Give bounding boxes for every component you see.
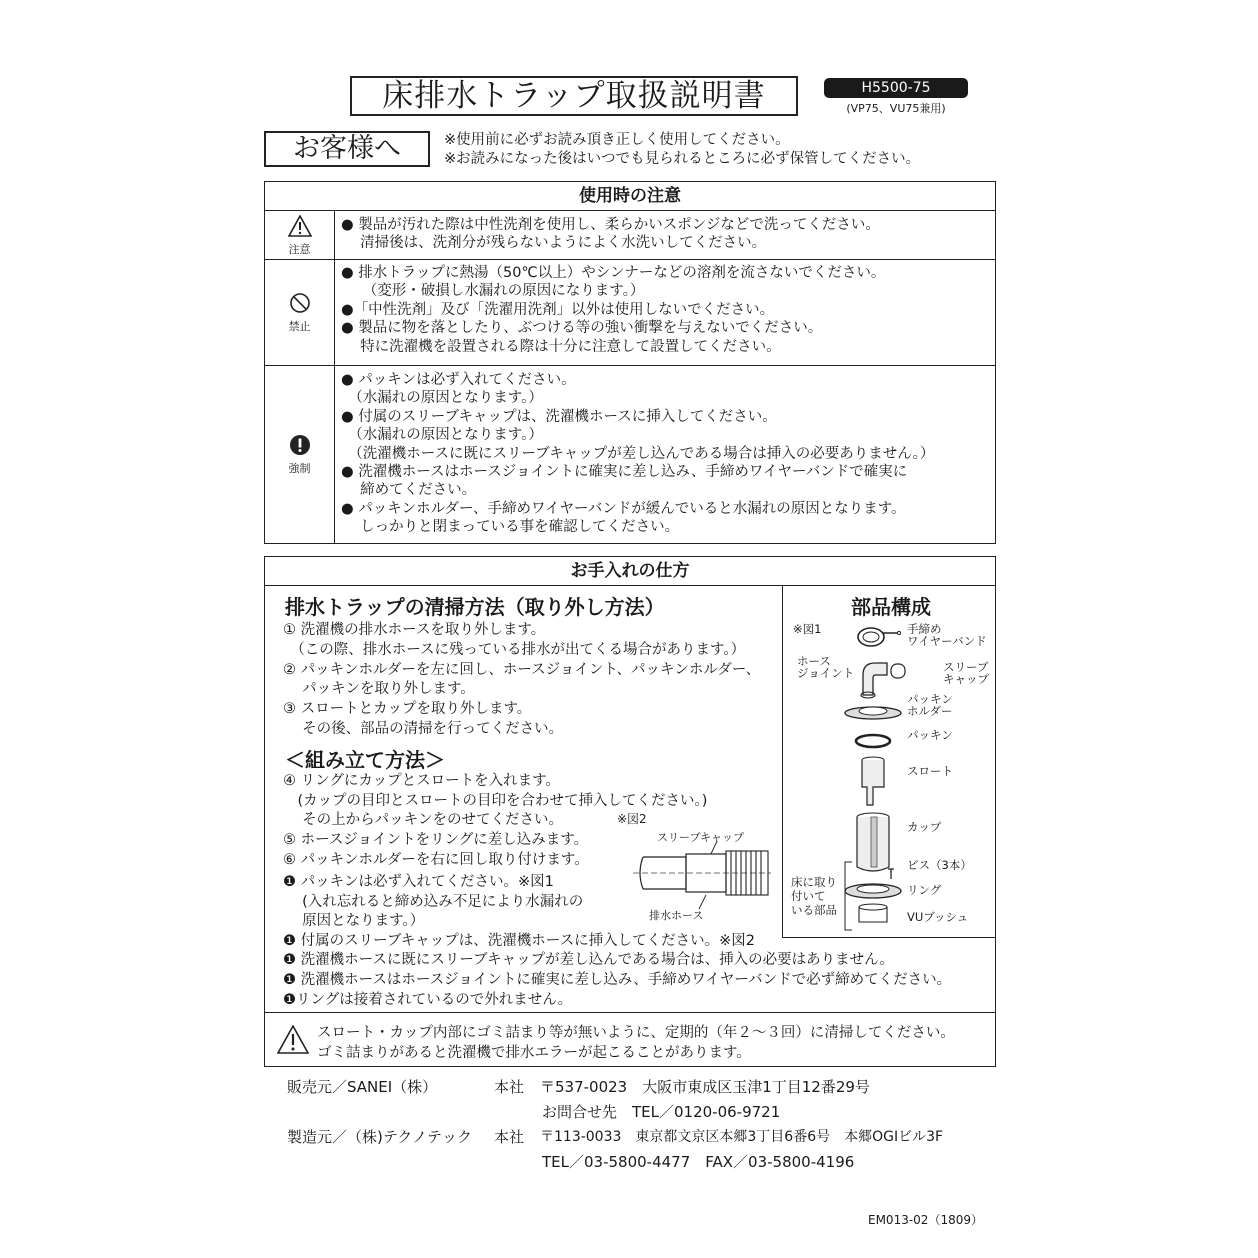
removal-step: （この際、排水ホースに残っている排水が出てくる場合があります。） [283,642,746,658]
warning-triangle-icon [277,1025,309,1054]
seller-hq-label: 本社 [494,1078,525,1096]
warning-line: スロート・カップ内部にゴミ詰まり等が無いように、定期的（年２～３回）に清掃してください。 [317,1025,955,1041]
notice-line: ※お読みになった後はいつでも見られるところに必ず保管してください。 [444,151,921,167]
document-title: 床排水トラップ取扱説明書 [350,76,798,116]
document-code: EM013-02（1809） [868,1213,983,1227]
caution-heading: 使用時の注意 [265,182,995,211]
fig2-ref: ※図2 [617,812,647,826]
fixed-parts-bracket [843,861,853,931]
icon-label: 禁止 [288,320,311,333]
customer-heading: お客様へ [264,131,430,167]
parts-panel [782,585,996,938]
icon-cell [265,211,335,259]
cup-label: カップ [907,820,942,834]
removal-step: その後、部品の清掃を行ってください。 [283,721,564,737]
drain-hose-label: 排水ホース [649,909,704,922]
assembly-step: ④ リングにカップとスロートを入れます。 [283,773,561,789]
vu-bush-label: VUブッシュ [907,910,969,924]
maker-address: 〒113-0033 東京都文京区本郷3丁目6番6号 本郷OGIビル3F [540,1129,944,1145]
maker-hq-label: 本社 [494,1128,525,1146]
fig1-ref: ※図1 [793,622,822,636]
maker-contact: TEL／03-5800-4477 FAX／03-5800-4196 [542,1153,855,1171]
assembly-step: (カップの目印とスロートの目印を合わせて挿入してください。) [283,793,708,809]
caution-text: ● 排水トラップに熱湯（50℃以上）やシンナーなどの溶剤を流さないでください。 （変形・破損し水漏れの原因になります。） ●「中性洗剤」及び「洗濯用洗剤」以外は使用しないでください。 ● 製品に物を落としたり、ぶつける等の強い衝撃を与えないでください。 特に洗濯機を設置される際は十分に注意して設置してください。 [341,265,886,355]
note-line: ❶ 洗濯機ホースに既にスリーブキャップが差し込んである場合は、挿入の必要はありません。 [283,952,894,968]
warning-triangle-icon [288,215,312,237]
ring-label: リング [907,883,942,897]
caution-row-attention [265,211,995,260]
note-line: ❶ 洗濯機ホースはホースジョイントに確実に差し込み、手締めワイヤーバンドで必ず締めてください。 [283,972,952,988]
removal-step: パッキンを取り外します。 [283,681,475,697]
seller-address: 〒537-0023 大阪市東成区玉津1丁目12番29号 [540,1078,870,1096]
packing-label: パッキン [907,728,953,742]
maintenance-warning [265,1012,995,1068]
caution-text: ● 製品が汚れた際は中性洗剤を使用し、柔らかいスポンジなどで洗ってください。 清掃後は、洗剤分が残らないようによく水洗いしてください。 [341,217,880,252]
note-line: ❶ 付属のスリーブキャップは、洗濯機ホースに挿入してください。※図2 [283,933,755,949]
sleeve-label: スリーブ キャップ [943,660,989,686]
joint-label: ホース ジョイント [797,654,855,680]
icon-label: 強制 [288,462,311,475]
care-heading: お手入れの仕方 [265,557,995,586]
assembly-step: ❶ パッキンは必ず入れてください。※図1 [283,874,554,890]
screw-label: ビス（3本） [907,858,972,872]
fixed-parts-label: 床に取り 付いて いる部品 [791,875,837,917]
maker-name: 製造元／（株)テクノテック [287,1128,472,1146]
notice-line: ※使用前に必ずお読み頂き正しく使用してください。 [444,132,790,148]
care-section [264,556,996,1067]
assembly-step: ⑤ ホースジョイントをリングに差し込みます。 [283,832,589,848]
model-compat-note: (VP75、VU75兼用) [846,102,946,115]
throat-label: スロート [907,764,953,778]
caution-text: ● パッキンは必ず入れてください。 （水漏れの原因となります。） ● 付属のスリーブキャップは、洗濯機ホースに挿入してください。 （水漏れの原因となります。） （洗濯機ホースに既にスリーブキャップが差し込んである場合は挿入の必要ありません。） ● 洗濯機ホースはホースジョイントに確実に差し込み、手締めワイヤーバンドで確実に 締めてください。 ● パッキンホルダー、手締めワイヤーバンドが緩んでいると水漏れの原因となります。 しっかりと閉まっている事を確認してください。 [341,372,935,536]
assembly-step: 原因となります。） [283,913,425,929]
removal-title: 排水トラップの清掃方法（取り外し方法） [285,595,665,619]
caution-row-prohibited [265,260,995,366]
removal-step: ③ スロートとカップを取り外します。 [283,701,532,717]
icon-label: 注意 [288,243,311,256]
holder-label: パッキン ホルダー [907,692,953,718]
seller-contact: お問合せ先 TEL／0120-06-9721 [542,1103,781,1121]
sleeve-cap-label: スリーブキャップ [657,831,745,844]
prohibited-icon [289,292,311,314]
warning-line: ゴミ詰まりがあると洗濯機で排水エラーが起こることがあります。 [317,1045,751,1061]
assembly-step: ⑥ パッキンホルダーを右に回し取り付けます。 [283,852,589,868]
note-line: ❶リングは接着されているので外れません。 [283,992,573,1008]
assembly-step: (入れ忘れると締め込み不足により水漏れの [283,894,584,910]
model-number-badge: H5500-75 [824,78,968,98]
caution-table [264,181,996,544]
caution-row-mandatory [265,366,995,544]
assembly-title: ＜組み立て方法＞ [285,748,445,772]
band-label: 手締め ワイヤーバンド [907,622,987,648]
assembly-step: その上からパッキンをのせてください。 [283,812,563,828]
seller-name: 販売元／SANEI（株） [287,1078,438,1096]
removal-step: ② パッキンホルダーを左に回し、ホースジョイント、パッキンホルダー、 [283,662,761,678]
removal-step: ① 洗濯機の排水ホースを取り外します。 [283,622,546,638]
mandatory-icon [289,434,311,456]
parts-title: 部品構成 [851,595,931,619]
